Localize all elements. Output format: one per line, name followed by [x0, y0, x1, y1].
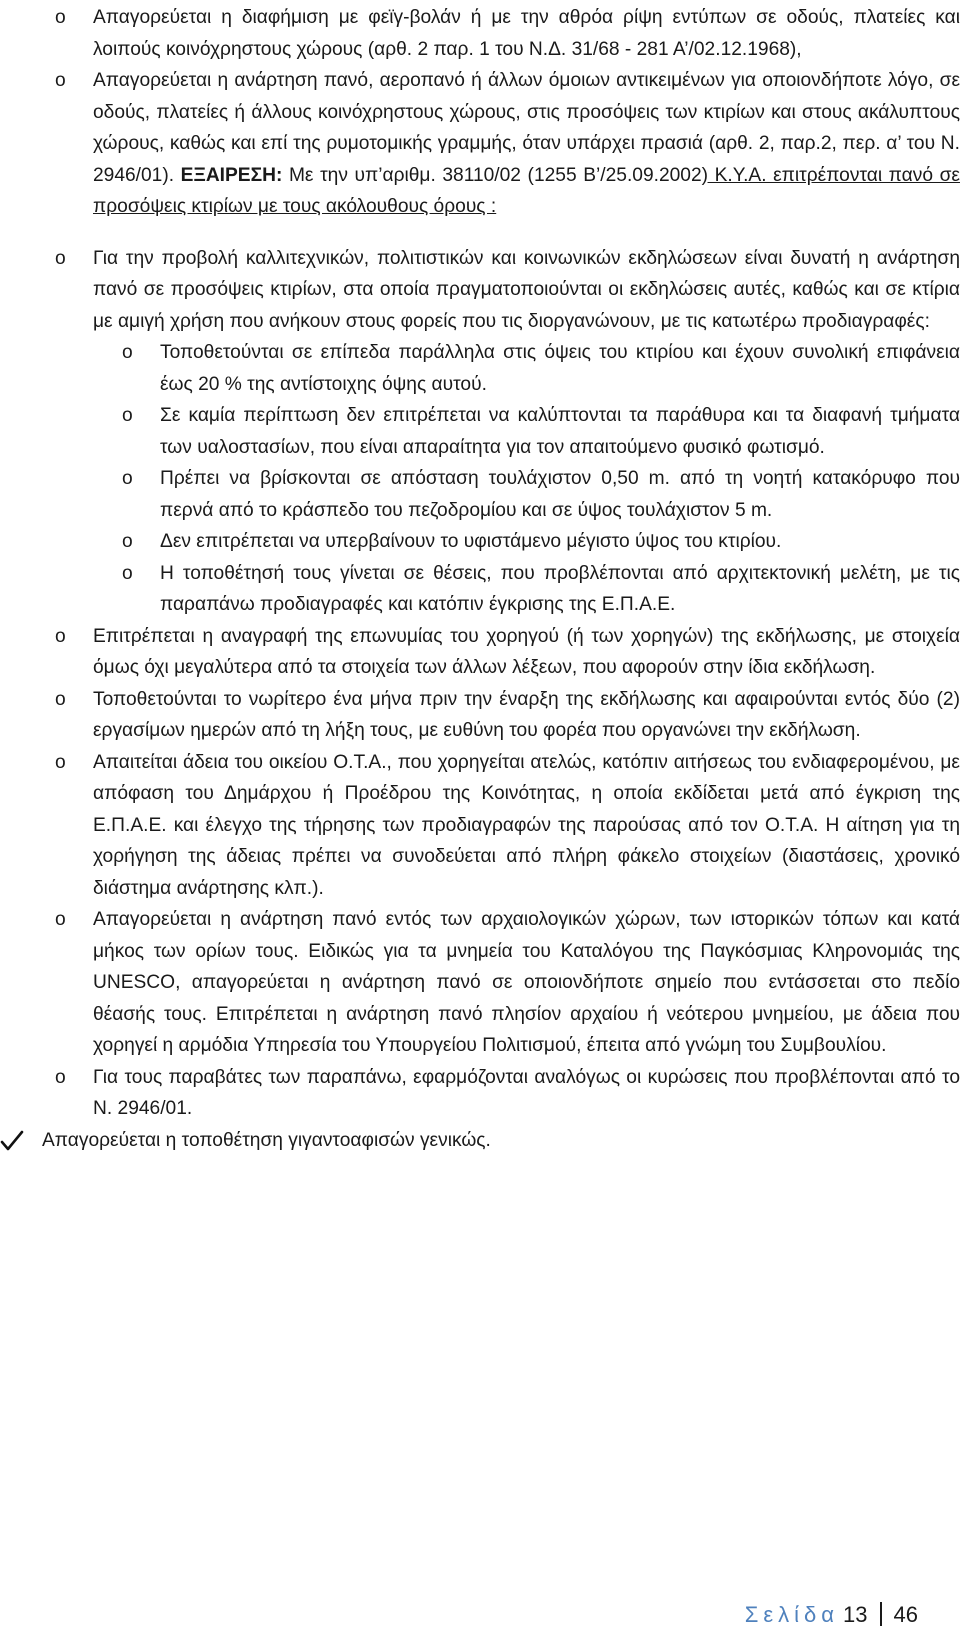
list-item: [42, 621, 960, 684]
list-item: [42, 904, 960, 1062]
bullet-marker: o: [55, 70, 66, 91]
total-pages: 46: [893, 1602, 918, 1627]
list-item-text: Για την προβολή καλλιτεχνικών, πολιτιστικών και κοινωνικών εκδηλώσεων είναι δυνατή η ανάρτηση πανό σε προσόψεις κτιρίων, στα οποία πραγματοποιούνται οι εκδηλώσεις αυτές, καθώς και σε κτίρια με αμιγή χρήση που ανήκουν στους φορείς που τις διοργανώνουν, με τις κατωτέρω προδιαγραφές:: [93, 247, 960, 332]
sub-list-item-text: Δεν επιτρέπεται να υπερβαίνουν το υφιστάμενο μέγιστο ύψος του κτιρίου.: [160, 531, 782, 552]
bullet-marker: o: [122, 562, 133, 584]
sub-list-item: [42, 526, 960, 558]
sub-list-item-text: Τοποθετούνται σε επίπεδα παράλληλα στις όψεις του κτιρίου και έχουν συνολική επιφάνεια έως 20 % της αντίστοιχης όψης αυτού.: [160, 342, 960, 395]
bullet-marker: o: [55, 7, 66, 28]
checkmark-item-text: Απαγορεύεται η τοποθέτηση γιγαντοαφισών γενικώς.: [42, 1129, 491, 1151]
checkmark-list-item: [42, 1125, 960, 1157]
sub-list-item: [42, 337, 960, 400]
list-item-text: Τοποθετούνται το νωρίτερο ένα μήνα πριν την έναρξη της εκδήλωσης και αφαιρούνται εντός δύο (2) εργασίμων ημερών από τη λήξη τους, με ευθύνη του φορέα που οργανώνει την εκδήλωση.: [93, 688, 960, 741]
list-item-text: Για τους παραβάτες των παραπάνω, εφαρμόζονται αναλόγως οι κυρώσεις που προβλέπονται από το Ν. 2946/01.: [93, 1066, 960, 1119]
page-separator: [880, 1602, 882, 1626]
bullet-marker: o: [55, 625, 66, 647]
list-item: [42, 65, 960, 223]
list-item-text: Απαγορεύεται η ανάρτηση πανό, αεροπανό ή άλλων όμοιων αντικειμένων για οποιονδήποτε λόγο, σε οδούς, πλατείες ή άλλους κοινόχρηστους χώρους, στις προσόψεις των κτιρίων και στους ακάλυπτους χώρους, καθώς και επί της ρυμοτομικής γραμμής, όταν υπάρχει πρασιά (αρθ. 2, παρ.2, περ. α’ του Ν. 2946/01).: [93, 70, 960, 186]
list-item-text: Απαγορεύεται η ανάρτηση πανό εντός των αρχαιολογικών χώρων, των ιστορικών τόπων και κατά μήκος των ορίων τους. Ειδικώς για τα μνημεία του Καταλόγου της Παγκόσμιας Κληρονομιάς της UNESCO, απαγορεύεται η ανάρτηση πανό σε οποιονδήποτε σημείο που εντάσσεται στο πεδίο θέασής τους. Επιτρέπεται η ανάρτηση πανό πλησίον αρχαίου ή νεότερου μνημείου, με άδεια που χορηγεί η αρμόδια Υπηρεσία του Υπουργείου Πολιτισμού, έπειτα από γνώμη του Συμβουλίου.: [93, 909, 960, 1056]
bullet-marker: o: [55, 751, 66, 773]
sub-list-item: [42, 400, 960, 463]
page-number: 13: [843, 1602, 868, 1627]
sub-list-item-text: Πρέπει να βρίσκονται σε απόσταση τουλάχιστον 0,50 m. από τη νοητή κατακόρυφο που περνά από το κράσπεδο του πεζοδρομίου και σε ύψος τουλάχιστον 5 m.: [160, 468, 960, 521]
list-item-text: Επιτρέπεται η αναγραφή της επωνυμίας του χορηγού (ή των χορηγών) της εκδήλωσης, με στοιχεία όμως όχι μεγαλύτερα από τα στοιχεία των άλλων λέξεων, που αφορούν στην ίδια εκδήλωση.: [93, 625, 960, 678]
list-item: [42, 684, 960, 747]
spacer: [42, 223, 960, 243]
list-item: [42, 1062, 960, 1125]
bullet-marker: o: [122, 531, 133, 552]
bullet-marker: o: [55, 1066, 66, 1088]
bullet-marker: o: [55, 909, 66, 930]
exception-label: ΕΞΑΙΡΕΣΗ:: [180, 164, 283, 186]
bullet-marker: o: [55, 247, 66, 269]
page-word: Σελίδα: [744, 1602, 840, 1627]
document-body: [42, 2, 960, 1156]
exception-underlined-text: ) Κ.Υ.Α. επιτρέπονται πανό σε προσόψεις κτιρίων με τους ακόλουθους όρους :: [93, 164, 960, 217]
sub-list-item-text: Η τοποθέτησή τους γίνεται σε θέσεις, που προβλέπονται από αρχιτεκτονική μελέτη, με τις παραπάνω προδιαγραφές και κατόπιν έγκρισης της Ε.Π.Α.Ε.: [160, 562, 960, 615]
list-item-text: Απαγορεύεται η διαφήμιση με φεϊγ-βολάν ή με την αθρόα ρίψη εντύπων σε οδούς, πλατείες και λοιπούς κοινόχρηστους χώρους (αρθ. 2 παρ. 1 του Ν.Δ. 31/68 - 281 Α’/02.12.1968),: [93, 7, 960, 60]
list-item: [42, 2, 960, 65]
sub-list-item: [42, 463, 960, 526]
exception-text: Με την υπ’αριθμ. 38110/02 (1255 Β’/25.09.2002: [282, 164, 702, 186]
sub-list-item-text: Σε καμία περίπτωση δεν επιτρέπεται να καλύπτονται τα παράθυρα και τα διαφανή τμήματα των υαλοστασίων, που είναι απαραίτητα για τον απαιτούμενο φυσικό φωτισμό.: [160, 405, 960, 458]
bullet-marker: o: [55, 688, 66, 710]
page-footer: [745, 1600, 918, 1630]
bullet-marker: o: [122, 468, 133, 489]
list-item: [42, 747, 960, 905]
sub-list-item: [42, 558, 960, 621]
list-item: [42, 243, 960, 338]
list-item-text: Απαιτείται άδεια του οικείου Ο.Τ.Α., που χορηγείται ατελώς, κατόπιν αιτήσεως του ενδιαφερομένου, με απόφαση του Δημάρχου ή Προέδρου της Κοινότητας, η οποία εκδίδεται μετά από έγκριση της Ε.Π.Α.Ε. και έλεγχο της τήρησης των προδιαγραφών της παρούσας από τον Ο.Τ.Α. Η αίτηση για τη χορήγηση της άδειας πρέπει να συνοδεύεται από πλήρη φάκελο στοιχείων (διαστάσεις, χρονικό διάστημα ανάρτησης κλπ.).: [93, 751, 960, 899]
bullet-marker: o: [122, 342, 133, 363]
checkmark-icon: [0, 1130, 24, 1152]
bullet-marker: o: [122, 405, 133, 426]
